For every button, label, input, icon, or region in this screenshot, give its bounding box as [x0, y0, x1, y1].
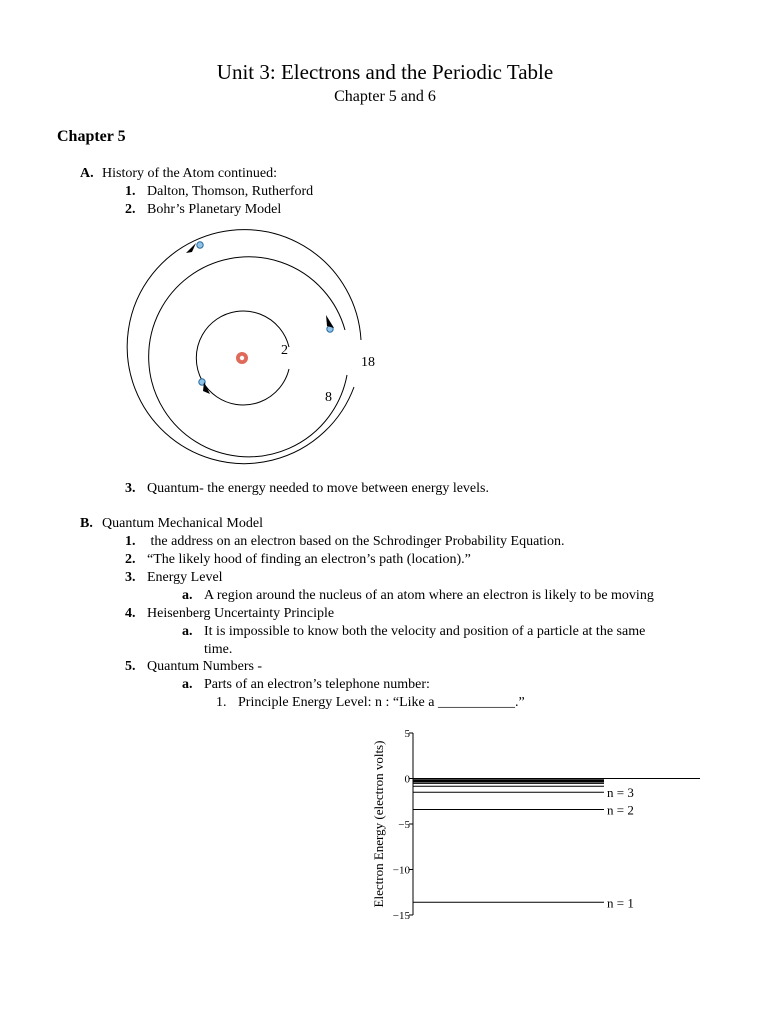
list-item: the address on an electron based on the Schrodinger Probability Equation.: [147, 534, 565, 549]
chart-y-label: Electron Energy (electron volts): [371, 740, 386, 908]
list-number: 1.: [125, 534, 136, 549]
chart-y-tick-label: −10: [392, 864, 410, 877]
shell-label: 2: [281, 343, 288, 358]
list-number: 1.: [125, 184, 136, 199]
sublist-item-continued: time.: [204, 642, 233, 657]
list-number: 2.: [125, 552, 136, 567]
shell-label: 8: [325, 390, 332, 405]
sub-sublist-item: Principle Energy Level: n : “Like a ___________.”: [238, 695, 525, 710]
list-item: “The likely hood of finding an electron’s path (location).”: [147, 552, 471, 567]
page-title: Unit 3: Electrons and the Periodic Table: [216, 60, 554, 84]
section-a-marker: A.: [80, 166, 94, 181]
list-item: Quantum- the energy needed to move between energy levels.: [147, 481, 489, 496]
list-number: 3.: [125, 481, 136, 496]
chart-y-tick-label: −5: [398, 819, 410, 831]
shell-label: 18: [361, 355, 375, 370]
energy-level-chart: [360, 722, 710, 927]
list-number: 5.: [125, 659, 136, 674]
sublist-letter: a.: [182, 624, 193, 639]
list-item: Dalton, Thomson, Rutherford: [147, 184, 314, 199]
sublist-letter: a.: [182, 677, 193, 692]
electron-icon: [197, 242, 203, 248]
arrow-icon: [203, 382, 210, 394]
list-number: 4.: [125, 606, 136, 621]
page-subtitle: Chapter 5 and 6: [334, 88, 436, 105]
list-item: Bohr’s Planetary Model: [147, 202, 282, 217]
list-item: Energy Level: [147, 570, 223, 585]
list-number: 2.: [125, 202, 136, 217]
section-b-label: Quantum Mechanical Model: [102, 516, 263, 531]
section-b-marker: B.: [80, 516, 93, 531]
section-a-label: History of the Atom continued:: [102, 166, 277, 181]
energy-level-label: n = 2: [607, 802, 634, 818]
outer-shell-orbit: [127, 230, 361, 464]
list-item: Quantum Numbers -: [147, 659, 263, 674]
energy-level-label: n = 1: [607, 895, 634, 911]
sublist-item: A region around the nucleus of an atom where an electron is likely to be moving: [204, 588, 654, 603]
sublist-item: It is impossible to know both the velocity and position of a particle at the same: [204, 624, 646, 639]
list-number: 3.: [125, 570, 136, 585]
chart-y-tick-label: 5: [404, 728, 410, 740]
sublist-letter: a.: [182, 588, 193, 603]
sublist-item: Parts of an electron’s telephone number:: [204, 677, 430, 692]
chart-y-tick-label: 0: [404, 773, 410, 786]
nucleus-icon: [236, 352, 248, 364]
chart-y-tick-label: −15: [392, 910, 410, 922]
chapter-heading: Chapter 5: [57, 128, 126, 145]
arrow-icon: [326, 315, 334, 328]
bohr-model-diagram: [110, 228, 390, 490]
list-item: Heisenberg Uncertainty Principle: [147, 606, 335, 621]
sub-sublist-number: 1.: [216, 695, 227, 710]
energy-level-label: n = 3: [607, 785, 634, 801]
